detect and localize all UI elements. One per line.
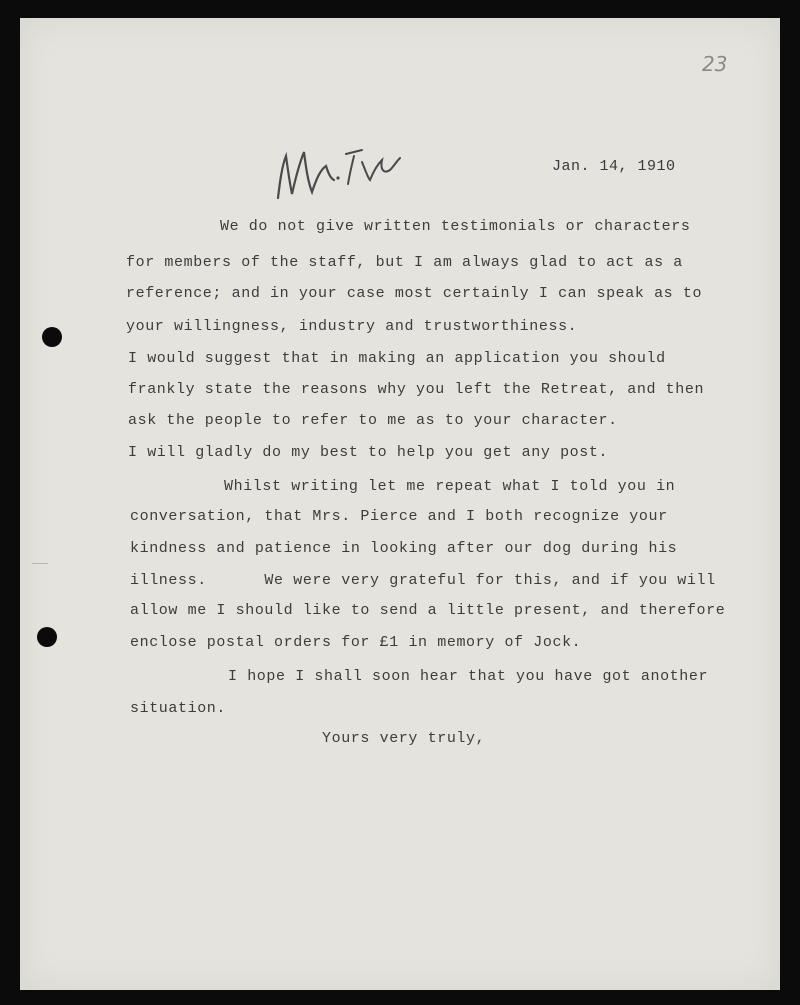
body-line: I would suggest that in making an application you should xyxy=(128,350,666,367)
body-line: ask the people to refer to me as to your character. xyxy=(128,412,618,429)
body-line: your willingness, industry and trustworthiness. xyxy=(126,318,578,335)
body-line: conversation, that Mrs. Pierce and I both recognize your xyxy=(130,508,668,525)
body-line: enclose postal orders for £1 in memory of Jock. xyxy=(130,634,582,651)
body-line: frankly state the reasons why you left the Retreat, and then xyxy=(128,381,705,398)
body-line: Whilst writing let me repeat what I told you in xyxy=(224,478,676,495)
page-number: 23 xyxy=(702,52,728,76)
body-line: allow me I should like to send a little present, and therefore xyxy=(130,602,726,619)
body-line: I hope I shall soon hear that you have got another xyxy=(228,668,709,685)
letter-date: Jan. 14, 1910 xyxy=(552,158,676,175)
closing-salutation: Yours very truly, xyxy=(322,730,486,747)
body-line: reference; and in your case most certainly I can speak as to xyxy=(126,285,703,302)
body-line: illness. We were very grateful for this, and if you will xyxy=(130,572,716,589)
body-line: I will gladly do my best to help you get any post. xyxy=(128,444,609,461)
punch-hole-bottom xyxy=(37,627,57,647)
body-line: We do not give written testimonials or characters xyxy=(220,218,691,235)
handwritten-signature xyxy=(270,126,410,206)
letter-sheet xyxy=(20,18,780,990)
punch-hole-top xyxy=(42,327,62,347)
body-line: situation. xyxy=(130,700,227,717)
body-line: kindness and patience in looking after our dog during his xyxy=(130,540,678,557)
margin-mark xyxy=(32,563,48,564)
body-line: for members of the staff, but I am always glad to act as a xyxy=(126,254,683,271)
